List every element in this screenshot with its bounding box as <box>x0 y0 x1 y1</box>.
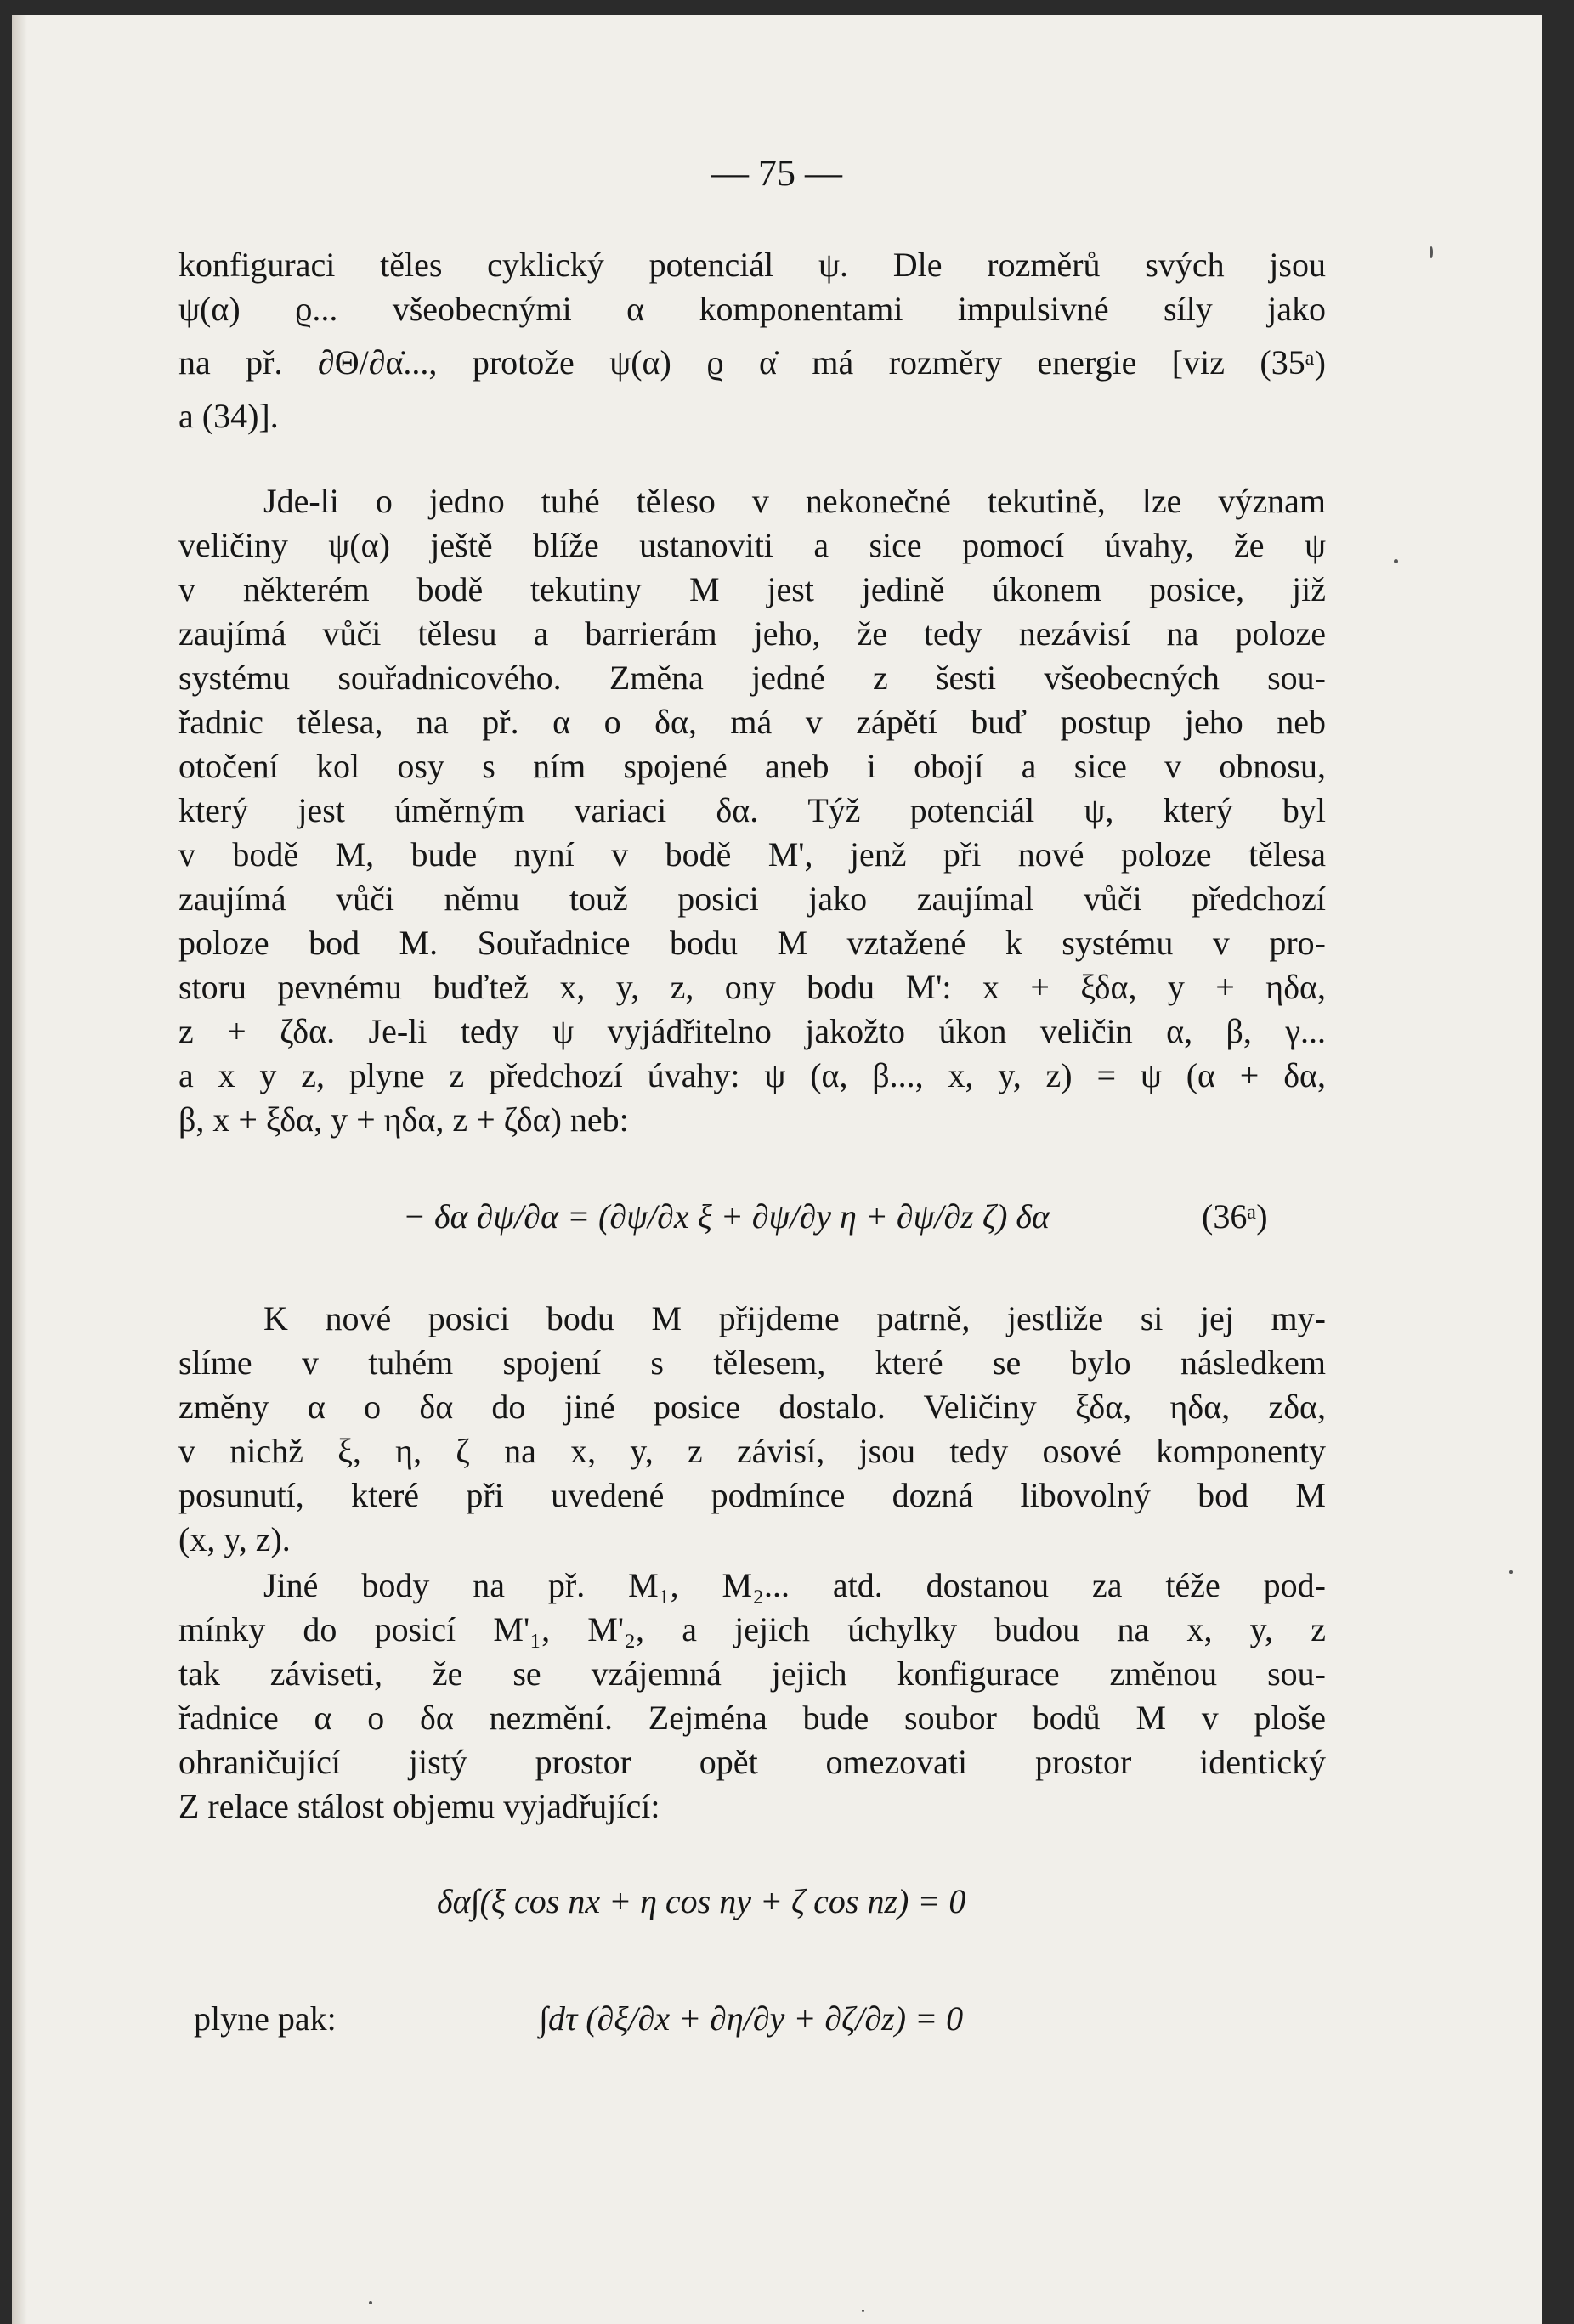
text-line: ohraničující jistý prostor opět omezovati prostor identický <box>178 1743 1326 1781</box>
text-line: a x y z, plyne z předchozí úvahy: ψ (α, β..., x, y, z) = ψ (α + δα, <box>178 1056 1326 1094</box>
paragraph-2 <box>178 479 1326 1142</box>
volume-integral-equation: ∫dτ (∂ξ/∂x + ∂η/∂y + ∂ζ/∂z) = 0 <box>539 1999 964 2038</box>
text-line: v nichž ξ, η, ζ na x, y, z závisí, jsou tedy osové komponenty <box>178 1432 1326 1470</box>
text-line: na př. ∂Θ/∂α̇..., protože ψ(α) ϱ α̇ má rozměry energie [viz (35ᵃ) <box>178 343 1326 382</box>
equation-number: (36ᵃ) <box>1202 1197 1268 1236</box>
page-edge-shadow <box>12 15 27 2324</box>
text-line: slíme v tuhém spojení s tělesem, které se bylo následkem <box>178 1343 1326 1382</box>
text-line: z + ζδα. Je-li tedy ψ vyjádřitelno jakožto úkon veličin α, β, γ... <box>178 1012 1326 1050</box>
text-line: zaujímá vůči němu touž posici jako zaujímal vůči předchozí <box>178 879 1326 918</box>
text-line: systému souřadnicového. Změna jedné z šesti všeobecných sou- <box>178 659 1326 697</box>
text-line: konfiguraci těles cyklický potenciál ψ. Dle rozměrů svých jsou <box>178 246 1326 284</box>
text-line: K nové posici bodu M přijdeme patrně, jestliže si jej my- <box>263 1299 1326 1337</box>
text-line: (x, y, z). <box>178 1520 291 1558</box>
text-line: ψ(α) ϱ... všeobecnými α komponentami impulsivné síly jako <box>178 290 1326 328</box>
text-line: řadnice α o δα nezmění. Zejména bude soubor bodů M v ploše <box>178 1699 1326 1737</box>
paragraph-4 <box>178 1563 1326 1829</box>
text-line: a (34)]. <box>178 397 279 435</box>
volume-integral-label: plyne pak: <box>194 1999 337 2038</box>
text-line: který jest úměrným variaci δα. Týž potenciál ψ, který byl <box>178 791 1326 829</box>
text-line: tak záviseti, že se vzájemná jejich konfigurace změnou sou- <box>178 1654 1326 1693</box>
text-line: v bodě M, bude nyní v bodě M', jenž při nové poloze tělesa <box>178 835 1326 874</box>
text-line: mínky do posicí M'₁, M'₂, a jejich úchylky budou na x, y, z <box>178 1610 1326 1648</box>
text-line: otočení kol osy s ním spojené aneb i obojí a sice v obnosu, <box>178 747 1326 785</box>
text-line: Jiné body na př. M₁, M₂... atd. dostanou za téže pod- <box>263 1566 1326 1604</box>
text-line: změny α o δα do jiné posice dostalo. Veličiny ξδα, ηδα, zδα, <box>178 1388 1326 1426</box>
text-line: zaujímá vůči tělesu a barrierám jeho, že tedy nezávisí na poloze <box>178 614 1326 653</box>
text-line: veličiny ψ(α) ještě blíže ustanoviti a sice pomocí úvahy, že ψ <box>178 526 1326 564</box>
equation-36a: − δα ∂ψ/∂α = (∂ψ/∂x ξ + ∂ψ/∂y η + ∂ψ/∂z ζ) δα <box>403 1197 1050 1236</box>
book-page <box>12 15 1542 2324</box>
text-line: storu pevnému buďtež x, y, z, ony bodu M': x + ξδα, y + ηδα, <box>178 968 1326 1006</box>
text-line: β, x + ξδα, y + ηδα, z + ζδα) neb: <box>178 1100 629 1139</box>
text-line: Jde-li o jedno tuhé těleso v nekonečné tekutině, lze význam <box>263 482 1326 520</box>
text-line: řadnic tělesa, na př. α o δα, má v zápětí buď postup jeho neb <box>178 703 1326 741</box>
text-line: v některém bodě tekutiny M jest jedině úkonem posice, již <box>178 570 1326 608</box>
text-line: posunutí, které při uvedené podmínce dozná libovolný bod M <box>178 1476 1326 1514</box>
surface-integral-equation: δα∫(ξ cos nx + η cos ny + ζ cos nz) = 0 <box>437 1882 966 1920</box>
text-line: poloze bod M. Souřadnice bodu M vztažené k systému v pro- <box>178 924 1326 962</box>
paragraph-1 <box>178 243 1326 438</box>
paragraph-3 <box>178 1297 1326 1562</box>
page-number: — 75 — <box>711 152 842 194</box>
text-line: Z relace stálost objemu vyjadřující: <box>178 1787 660 1825</box>
